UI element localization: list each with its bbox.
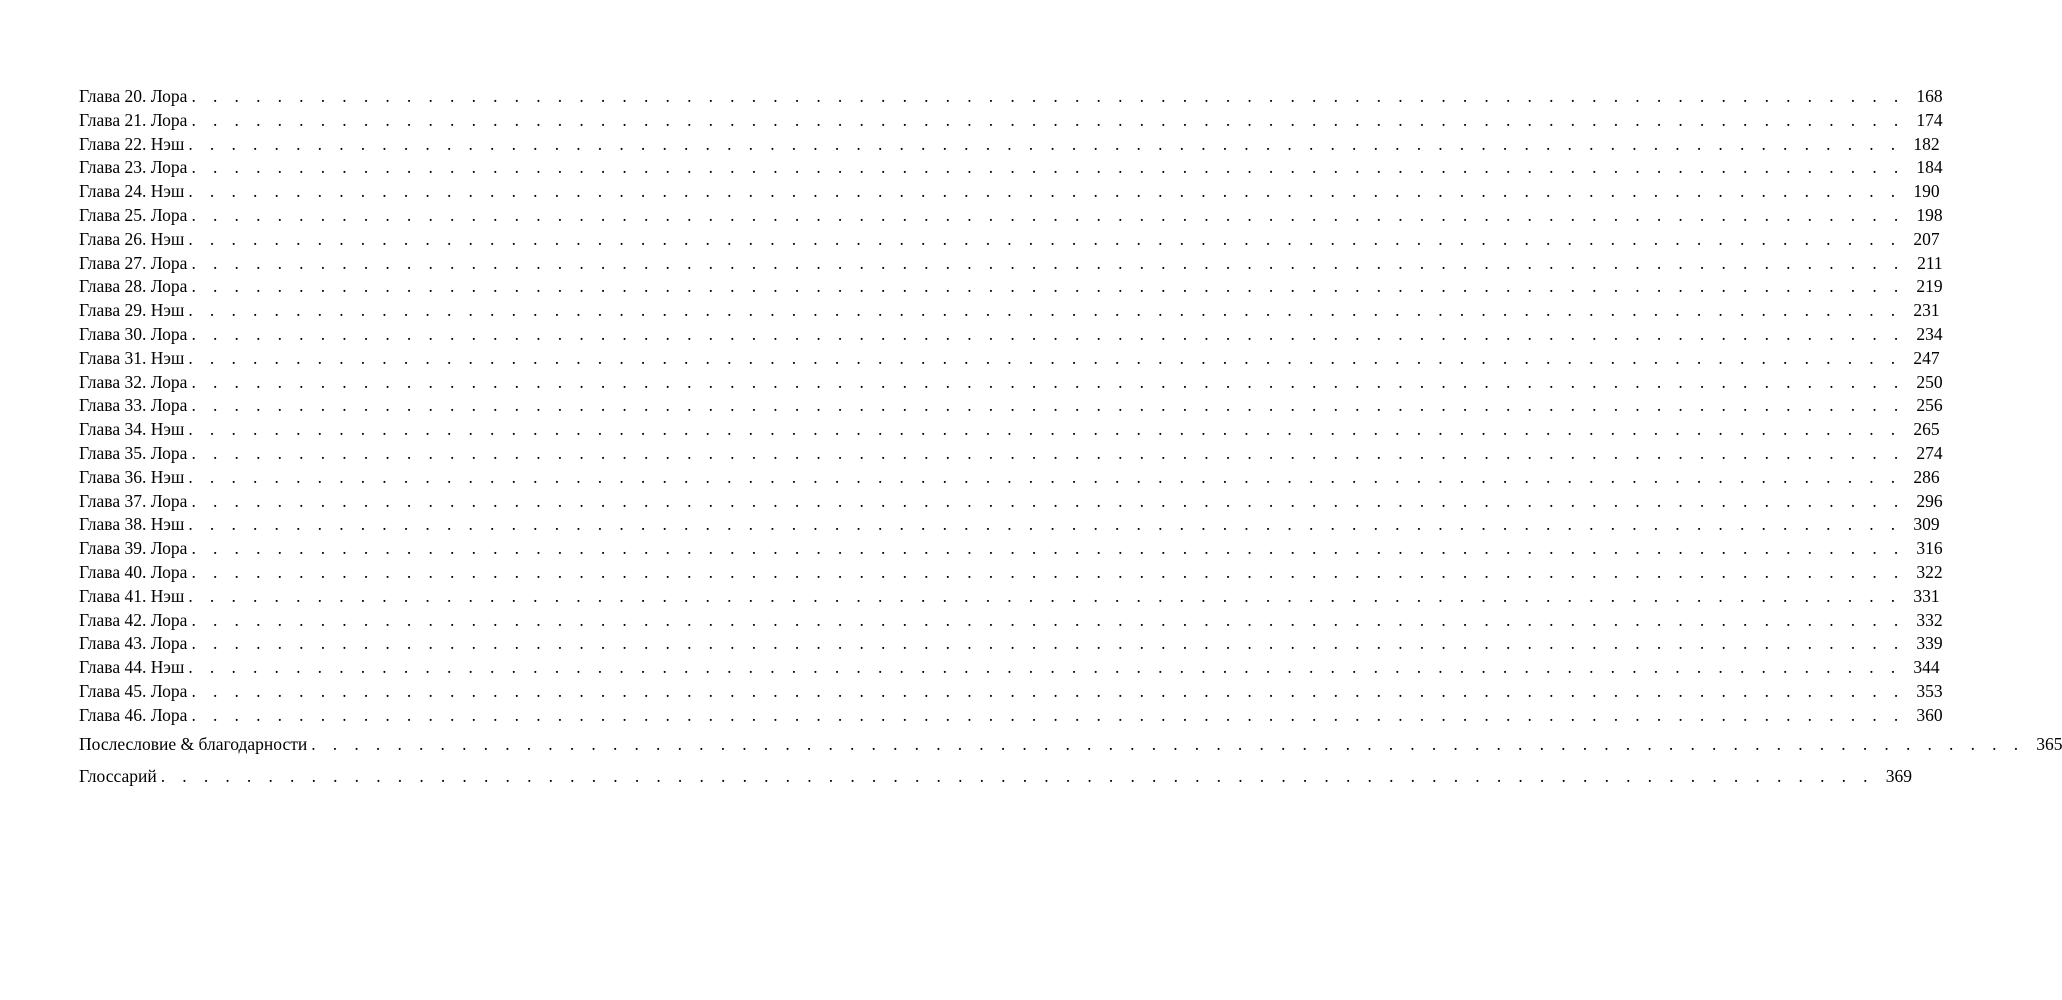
toc-entry-title: Глава 41. Нэш xyxy=(79,585,185,606)
toc-entry xyxy=(79,418,1940,442)
toc-entry-title: Глава 28. Лора xyxy=(79,276,188,297)
toc-entry xyxy=(79,109,1943,133)
toc-entry-page-number: 219 xyxy=(1916,276,1943,297)
toc-entry-page-number: 286 xyxy=(1913,466,1940,487)
toc-entry-title: Глава 20. Лора xyxy=(79,86,188,106)
toc-entry xyxy=(79,466,1940,490)
toc-dot-leader: . . . . . . . . . . . . . . . . . . . . . . . . . . . . . . . . . . . . . . . . . . . . . . . . . . . . . . . . . . . . . . . . . . . . . . . . . . . . . . . . xyxy=(188,181,1902,202)
toc-entry xyxy=(79,133,1940,157)
toc-entry-page-number: 331 xyxy=(1913,585,1940,606)
toc-dot-leader: . . . . . . . . . . . . . . . . . . . . . . . . . . . . . . . . . . . . . . . . . . . . . . . . . . . . . . . . . . . . . . . . . . . . . . . . . . . . . . . . xyxy=(188,514,1902,535)
toc-dot-leader: . . . . . . . . . . . . . . . . . . . . . . . . . . . . . . . . . . . . . . . . . . . . . . . . . . . . . . . . . . . . . . . . . . . . . . . . . . . . . . . . xyxy=(191,538,1905,559)
toc-entry-page-number: 198 xyxy=(1916,204,1943,225)
chapter-list xyxy=(79,85,1943,728)
toc-entry-title: Глава 24. Нэш xyxy=(79,181,185,202)
toc-entry-page-number: 247 xyxy=(1913,347,1940,368)
toc-entry-page-number: 168 xyxy=(1916,86,1943,106)
toc-dot-leader: . . . . . . . . . . . . . . . . . . . . . . . . . . . . . . . . . . . . . . . . . . . . . . . . . . . . . . . . . . . . . . . . . . . . . . . . . . . . . . . . xyxy=(191,109,1905,130)
toc-entry-title: Глава 44. Нэш xyxy=(79,657,185,678)
toc-dot-leader: . . . . . . . . . . . . . . . . . . . . . . . . . . . . . . . . . . . . . . . . . . . . . . . . . . . . . . . . . . . . . . . . . . . . . . . . . . . . . . . . xyxy=(191,442,1905,463)
toc-dot-leader: . . . . . . . . . . . . . . . . . . . . . . . . . . . . . . . . . . . . . . . . . . . . . . . . . . . . . . . . . . . . . . . . . . . . . . . . . . . . . . . . xyxy=(188,657,1902,678)
toc-entry xyxy=(79,323,1943,347)
toc-dot-leader: . . . . . . . . . . . . . . . . . . . . . . . . . . . . . . . . . . . . . . . . . . . . . . . . . . . . . . . . . . . . . . . . . . . . . . . . . . . . . . . . xyxy=(191,86,1905,106)
toc-entry-page-number: 353 xyxy=(1916,680,1943,701)
toc-entry-page-number: 184 xyxy=(1916,157,1943,178)
toc-dot-leader: . . . . . . . . . . . . . . . . . . . . . . . . . . . . . . . . . . . . . . . . . . . . . . . . . . . . . . . . . . . . . . . . . . . . . . . . . . . . . . . . xyxy=(191,157,1905,178)
toc-entry-title: Глава 33. Лора xyxy=(79,395,188,416)
toc-entry-title: Послесловие & благодарности xyxy=(79,733,308,754)
table-of-contents xyxy=(79,85,2062,793)
toc-entry-title: Глава 32. Лора xyxy=(79,371,188,392)
toc-entry-page-number: 365 xyxy=(2036,733,2062,754)
toc-entry xyxy=(79,513,1940,537)
toc-entry-title: Глава 38. Нэш xyxy=(79,514,185,535)
toc-entry-page-number: 182 xyxy=(1913,133,1940,154)
toc-entry-page-number: 369 xyxy=(1885,766,1912,787)
toc-entry xyxy=(79,228,1940,252)
toc-entry-page-number: 250 xyxy=(1916,371,1943,392)
toc-dot-leader: . . . . . . . . . . . . . . . . . . . . . . . . . . . . . . . . . . . . . . . . . . . . . . . . . . . . . . . . . . . . . . . . . . . . . . . . . . . . . . . . xyxy=(191,704,1905,725)
toc-dot-leader: . . . . . . . . . . . . . . . . . . . . . . . . . . . . . . . . . . . . . . . . . . . . . . . . . . . . . . . . . . . . . . . . . . . . . . . . . . . . . . . . xyxy=(188,133,1902,154)
toc-dot-leader: . . . . . . . . . . . . . . . . . . . . . . . . . . . . . . . . . . . . . . . . . . . . . . . . . . . . . . . . . . . . . . . . . . . . . . . . . . . . . . . . xyxy=(191,609,1905,630)
toc-entry xyxy=(79,490,1943,514)
toc-entry xyxy=(79,275,1943,299)
toc-entry-title: Глава 27. Лора xyxy=(79,252,188,273)
toc-dot-leader: . . . . . . . . . . . . . . . . . . . . . . . . . . . . . . . . . . . . . . . . . . . . . . . . . . . . . . . . . . . . . . . . . . . . . . . . . . . . . . . . xyxy=(191,252,1905,273)
toc-entry xyxy=(79,156,1943,180)
toc-entry-page-number: 234 xyxy=(1916,323,1943,344)
toc-entry-title: Глава 30. Лора xyxy=(79,323,188,344)
toc-entry-title: Глава 43. Лора xyxy=(79,633,188,654)
toc-dot-leader: . . . . . . . . . . . . . . . . . . . . . . . . . . . . . . . . . . . . . . . . . . . . . . . . . . . . . . . . . . . . . . . . . . . . . . . . . . . . . . . . xyxy=(311,733,2025,754)
toc-entry xyxy=(79,704,1943,728)
toc-entry xyxy=(79,180,1940,204)
toc-entry-title: Глава 35. Лора xyxy=(79,442,188,463)
toc-entry-page-number: 332 xyxy=(1916,609,1943,630)
toc-entry-title: Глава 23. Лора xyxy=(79,157,188,178)
toc-dot-leader: . . . . . . . . . . . . . . . . . . . . . . . . . . . . . . . . . . . . . . . . . . . . . . . . . . . . . . . . . . . . . . . . . . . . . . . . . . . . . . . . xyxy=(191,561,1905,582)
toc-entry-page-number: 265 xyxy=(1913,419,1940,440)
toc-dot-leader: . . . . . . . . . . . . . . . . . . . . . . . . . . . . . . . . . . . . . . . . . . . . . . . . . . . . . . . . . . . . . . . . . . . . . . . . . . . . . . . . xyxy=(191,680,1905,701)
toc-dot-leader: . . . . . . . . . . . . . . . . . . . . . . . . . . . . . . . . . . . . . . . . . . . . . . . . . . . . . . . . . . . . . . . . . . . . . . . . . . . . . . . . xyxy=(191,323,1905,344)
toc-entry xyxy=(79,442,1943,466)
toc-entry xyxy=(79,728,2062,761)
toc-entry-page-number: 316 xyxy=(1916,538,1943,559)
toc-entry-page-number: 360 xyxy=(1916,704,1943,725)
toc-entry-title: Глава 40. Лора xyxy=(79,561,188,582)
toc-entry xyxy=(79,760,1912,793)
toc-entry-page-number: 344 xyxy=(1913,657,1940,678)
toc-entry-page-number: 309 xyxy=(1913,514,1940,535)
toc-entry xyxy=(79,252,1943,276)
toc-dot-leader: . . . . . . . . . . . . . . . . . . . . . . . . . . . . . . . . . . . . . . . . . . . . . . . . . . . . . . . . . . . . . . . . . . . . . . . . . . . . . . . . xyxy=(191,204,1905,225)
toc-entry-page-number: 339 xyxy=(1916,633,1943,654)
toc-entry xyxy=(79,680,1943,704)
toc-entry xyxy=(79,204,1943,228)
toc-entry-page-number: 231 xyxy=(1913,300,1940,321)
toc-entry-title: Глава 39. Лора xyxy=(79,538,188,559)
toc-entry-page-number: 256 xyxy=(1916,395,1943,416)
toc-entry-title: Глава 34. Нэш xyxy=(79,419,185,440)
toc-entry xyxy=(79,561,1943,585)
toc-entry-page-number: 322 xyxy=(1916,561,1943,582)
toc-entry-title: Глава 21. Лора xyxy=(79,109,188,130)
toc-dot-leader: . . . . . . . . . . . . . . . . . . . . . . . . . . . . . . . . . . . . . . . . . . . . . . . . . . . . . . . . . . . . . . . . . . . . . . . . . . . . . . . . xyxy=(188,300,1902,321)
toc-entry xyxy=(79,299,1940,323)
back-matter-list xyxy=(79,728,2062,793)
toc-entry-title: Глава 37. Лора xyxy=(79,490,188,511)
toc-entry-title: Глава 31. Нэш xyxy=(79,347,185,368)
toc-entry xyxy=(79,347,1940,371)
toc-entry-page-number: 207 xyxy=(1913,228,1940,249)
toc-entry xyxy=(79,537,1943,561)
toc-entry-page-number: 296 xyxy=(1916,490,1943,511)
toc-dot-leader: . . . . . . . . . . . . . . . . . . . . . . . . . . . . . . . . . . . . . . . . . . . . . . . . . . . . . . . . . . . . . . . . . . . . . . . . . . . . . . . . xyxy=(191,276,1905,297)
toc-entry-page-number: 174 xyxy=(1916,109,1943,130)
toc-dot-leader: . . . . . . . . . . . . . . . . . . . . . . . . . . . . . . . . . . . . . . . . . . . . . . . . . . . . . . . . . . . . . . . . . . . . . . . . . . . . . . . . xyxy=(188,419,1902,440)
toc-entry xyxy=(79,85,1943,109)
toc-entry-title: Глава 45. Лора xyxy=(79,680,188,701)
toc-entry xyxy=(79,585,1940,609)
toc-entry-title: Глава 42. Лора xyxy=(79,609,188,630)
toc-entry-title: Глава 46. Лора xyxy=(79,704,188,725)
toc-entry-title: Глоссарий xyxy=(79,766,157,787)
toc-dot-leader: . . . . . . . . . . . . . . . . . . . . . . . . . . . . . . . . . . . . . . . . . . . . . . . . . . . . . . . . . . . . . . . . . . . . . . . . . . . . . . . . xyxy=(188,466,1902,487)
toc-entry xyxy=(79,371,1943,395)
toc-entry xyxy=(79,656,1940,680)
toc-dot-leader: . . . . . . . . . . . . . . . . . . . . . . . . . . . . . . . . . . . . . . . . . . . . . . . . . . . . . . . . . . . . . . . . . . . . . . . . . . . . . . . . xyxy=(191,371,1905,392)
toc-dot-leader: . . . . . . . . . . . . . . . . . . . . . . . . . . . . . . . . . . . . . . . . . . . . . . . . . . . . . . . . . . . . . . . . . . . . . . . . . . . . . . . . xyxy=(188,347,1902,368)
toc-entry-page-number: 211 xyxy=(1917,252,1943,273)
toc-dot-leader: . . . . . . . . . . . . . . . . . . . . . . . . . . . . . . . . . . . . . . . . . . . . . . . . . . . . . . . . . . . . . . . . . . . . . . . . . . . . . . . . xyxy=(191,490,1905,511)
toc-entry-title: Глава 26. Нэш xyxy=(79,228,185,249)
toc-dot-leader: . . . . . . . . . . . . . . . . . . . . . . . . . . . . . . . . . . . . . . . . . . . . . . . . . . . . . . . . . . . . . . . . . . . . . . . . . . . . . . . . xyxy=(191,633,1905,654)
toc-entry xyxy=(79,609,1943,633)
toc-dot-leader: . . . . . . . . . . . . . . . . . . . . . . . . . . . . . . . . . . . . . . . . . . . . . . . . . . . . . . . . . . . . . . . . . . . . . . . . . . . . . . . . xyxy=(160,766,1874,787)
toc-dot-leader: . . . . . . . . . . . . . . . . . . . . . . . . . . . . . . . . . . . . . . . . . . . . . . . . . . . . . . . . . . . . . . . . . . . . . . . . . . . . . . . . xyxy=(191,395,1905,416)
toc-entry-page-number: 190 xyxy=(1913,181,1940,202)
toc-entry-title: Глава 29. Нэш xyxy=(79,300,185,321)
toc-entry-title: Глава 36. Нэш xyxy=(79,466,185,487)
toc-dot-leader: . . . . . . . . . . . . . . . . . . . . . . . . . . . . . . . . . . . . . . . . . . . . . . . . . . . . . . . . . . . . . . . . . . . . . . . . . . . . . . . . xyxy=(188,228,1902,249)
toc-entry xyxy=(79,632,1943,656)
toc-entry-title: Глава 25. Лора xyxy=(79,204,188,225)
toc-entry xyxy=(79,394,1943,418)
toc-entry-page-number: 274 xyxy=(1916,442,1943,463)
toc-entry-title: Глава 22. Нэш xyxy=(79,133,185,154)
toc-dot-leader: . . . . . . . . . . . . . . . . . . . . . . . . . . . . . . . . . . . . . . . . . . . . . . . . . . . . . . . . . . . . . . . . . . . . . . . . . . . . . . . . xyxy=(188,585,1902,606)
